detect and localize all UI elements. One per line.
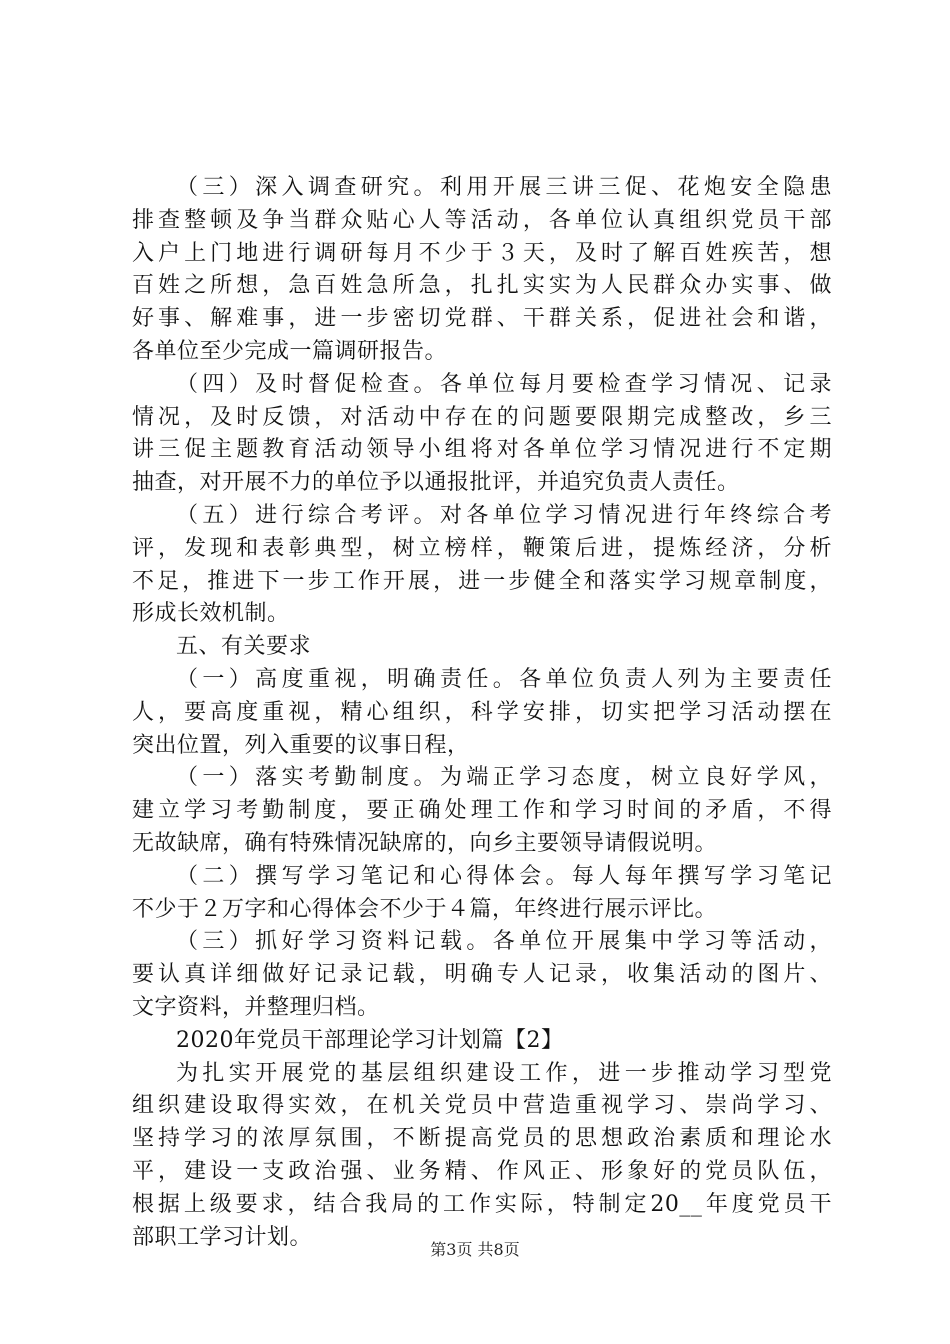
text-line: 组织建设取得实效，在机关党员中营造重视学习、崇尚学习、 — [132, 1093, 832, 1119]
text-line: 不少于２万字和心得体会不少于４篇，年终进行展示评比。 — [132, 896, 718, 922]
text-line: 形成长效机制。 — [132, 601, 290, 627]
text-line: 评，发现和表彰典型，树立榜样，鞭策后进，提炼经济，分析 — [132, 535, 832, 561]
text-line: 抽查，对开展不力的单位予以通报批评，并追究负责人责任。 — [132, 470, 740, 496]
document-body — [132, 172, 832, 1254]
text-line: 文字资料，并整理归档。 — [132, 994, 380, 1020]
text-line: （一）落实考勤制度。为端正学习态度，树立良好学风， — [176, 765, 832, 791]
text-line: 平，建设一支政治强、业务精、作风正、形象好的党员队伍， — [132, 1158, 832, 1184]
text-line: 根据上级要求，结合我局的工作实际，特制定20__年度党员干 — [132, 1191, 832, 1217]
text-line: 部职工学习计划。 — [132, 1224, 313, 1250]
page-footer: 第3页 共8页 — [430, 1240, 520, 1259]
text-line: 2020年党员干部理论学习计划篇【2】 — [176, 1027, 564, 1053]
text-line: 为扎实开展党的基层组织建设工作，进一步推动学习型党 — [176, 1060, 832, 1086]
text-line: （三）抓好学习资料记载。各单位开展集中学习等活动， — [176, 929, 832, 955]
text-line: 坚持学习的浓厚氛围，不断提高党员的思想政治素质和理论水 — [132, 1126, 832, 1152]
text-line: 不足，推进下一步工作开展，进一步健全和落实学习规章制度， — [132, 568, 832, 594]
text-line: 排查整顿及争当群众贴心人等活动，各单位认真组织党员干部 — [132, 207, 832, 233]
text-line: （三）深入调查研究。利用开展三讲三促、花炮安全隐患 — [176, 175, 832, 200]
text-line: 入户上门地进行调研每月不少于３天，及时了解百姓疾苦，想 — [132, 240, 832, 266]
text-line: 情况，及时反馈，对活动中存在的问题要限期完成整改，乡三 — [132, 404, 832, 430]
text-line: 五、有关要求 — [176, 634, 312, 660]
text-line: 建立学习考勤制度，要正确处理工作和学习时间的矛盾，不得 — [132, 798, 832, 824]
text-line: （四）及时督促检查。各单位每月要检查学习情况、记录 — [176, 371, 832, 397]
text-line: 无故缺席，确有特殊情况缺席的，向乡主要领导请假说明。 — [132, 830, 718, 856]
text-line: （二）撰写学习笔记和心得体会。每人每年撰写学习笔记 — [176, 863, 832, 889]
text-line: 百姓之所想，急百姓急所急，扎扎实实为人民群众办实事、做 — [132, 273, 832, 299]
text-line: 突出位置，列入重要的议事日程， — [132, 732, 470, 758]
text-line: （一）高度重视，明确责任。各单位负责人列为主要责任 — [176, 666, 832, 692]
text-line: 好事、解难事，进一步密切党群、干群关系，促进社会和谐， — [132, 306, 832, 332]
text-line: 人，要高度重视，精心组织，科学安排，切实把学习活动摆在 — [132, 699, 832, 725]
text-line: 要认真详细做好记录记载，明确专人记录，收集活动的图片、 — [132, 962, 832, 988]
text-line: 讲三促主题教育活动领导小组将对各单位学习情况进行不定期 — [132, 437, 832, 463]
text-line: （五）进行综合考评。对各单位学习情况进行年终综合考 — [176, 502, 832, 528]
text-line: 各单位至少完成一篇调研报告。 — [132, 338, 448, 364]
